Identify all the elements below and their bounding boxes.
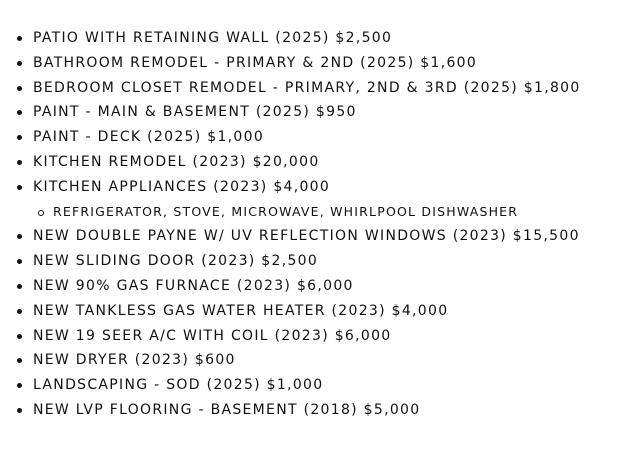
bullet-icon <box>17 135 22 140</box>
bullet-icon <box>17 185 22 190</box>
list-item-text: KITCHEN APPLIANCES (2023) $4,000 <box>33 178 331 195</box>
list-item <box>0 324 640 349</box>
list-item-text: PAINT - MAIN & BASEMENT (2025) $950 <box>33 104 357 121</box>
list-item <box>0 274 640 299</box>
list-item <box>0 299 640 324</box>
bullet-icon <box>17 110 22 115</box>
bullet-icon <box>17 334 22 339</box>
list-item-text: PATIO WITH RETAINING WALL (2025) $2,500 <box>33 30 393 46</box>
list-item-text: NEW TANKLESS GAS WATER HEATER (2023) $4,000 <box>33 302 449 319</box>
bullet-icon <box>17 358 22 363</box>
list-item-text: NEW LVP FLOORING - BASEMENT (2018) $5,000 <box>33 401 421 418</box>
list-item-text: NEW DRYER (2023) $600 <box>33 352 236 369</box>
list-item-text: BEDROOM CLOSET REMODEL - PRIMARY, 2ND & 3RD (2025) $1,800 <box>33 79 581 96</box>
bullet-icon <box>17 309 22 314</box>
list-item-text: BATHROOM REMODEL - PRIMARY & 2ND (2025) $1,600 <box>33 54 478 71</box>
list-item <box>0 224 640 249</box>
bullet-icon <box>17 61 22 66</box>
list-item-text: NEW DOUBLE PAYNE W/ UV REFLECTION WINDOWS (2023) $15,500 <box>33 228 580 245</box>
sub-list-item-text: REFRIGERATOR, STOVE, MICROWAVE, WHIRLPOOL DISHWASHER <box>53 203 519 219</box>
bullet-icon <box>17 408 22 413</box>
sub-list-item <box>0 200 640 225</box>
list-item <box>0 76 640 101</box>
list-item-text: LANDSCAPING - SOD (2025) $1,000 <box>33 377 324 394</box>
list-item <box>0 125 640 150</box>
hollow-bullet-icon <box>38 210 44 216</box>
list-item-text: NEW 19 SEER A/C WITH COIL (2023) $6,000 <box>33 327 392 344</box>
list-item <box>0 398 640 423</box>
bullet-icon <box>17 284 22 289</box>
list-item <box>0 100 640 125</box>
list-item <box>0 175 640 200</box>
bullet-icon <box>17 234 22 239</box>
bullet-icon <box>17 259 22 264</box>
list-item <box>0 150 640 175</box>
list-item <box>0 51 640 76</box>
upgrades-list <box>0 26 640 423</box>
bullet-icon <box>17 86 22 91</box>
bullet-icon <box>17 36 22 41</box>
list-item-text: KITCHEN REMODEL (2023) $20,000 <box>33 153 320 170</box>
list-item-text: PAINT - DECK (2025) $1,000 <box>33 129 265 146</box>
list-item <box>0 26 640 51</box>
list-item <box>0 249 640 274</box>
list-item-text: NEW SLIDING DOOR (2023) $2,500 <box>33 253 319 270</box>
list-item-text: NEW 90% GAS FURNACE (2023) $6,000 <box>33 277 354 294</box>
list-item <box>0 373 640 398</box>
bullet-icon <box>17 160 22 165</box>
list-item <box>0 348 640 373</box>
bullet-icon <box>17 383 22 388</box>
